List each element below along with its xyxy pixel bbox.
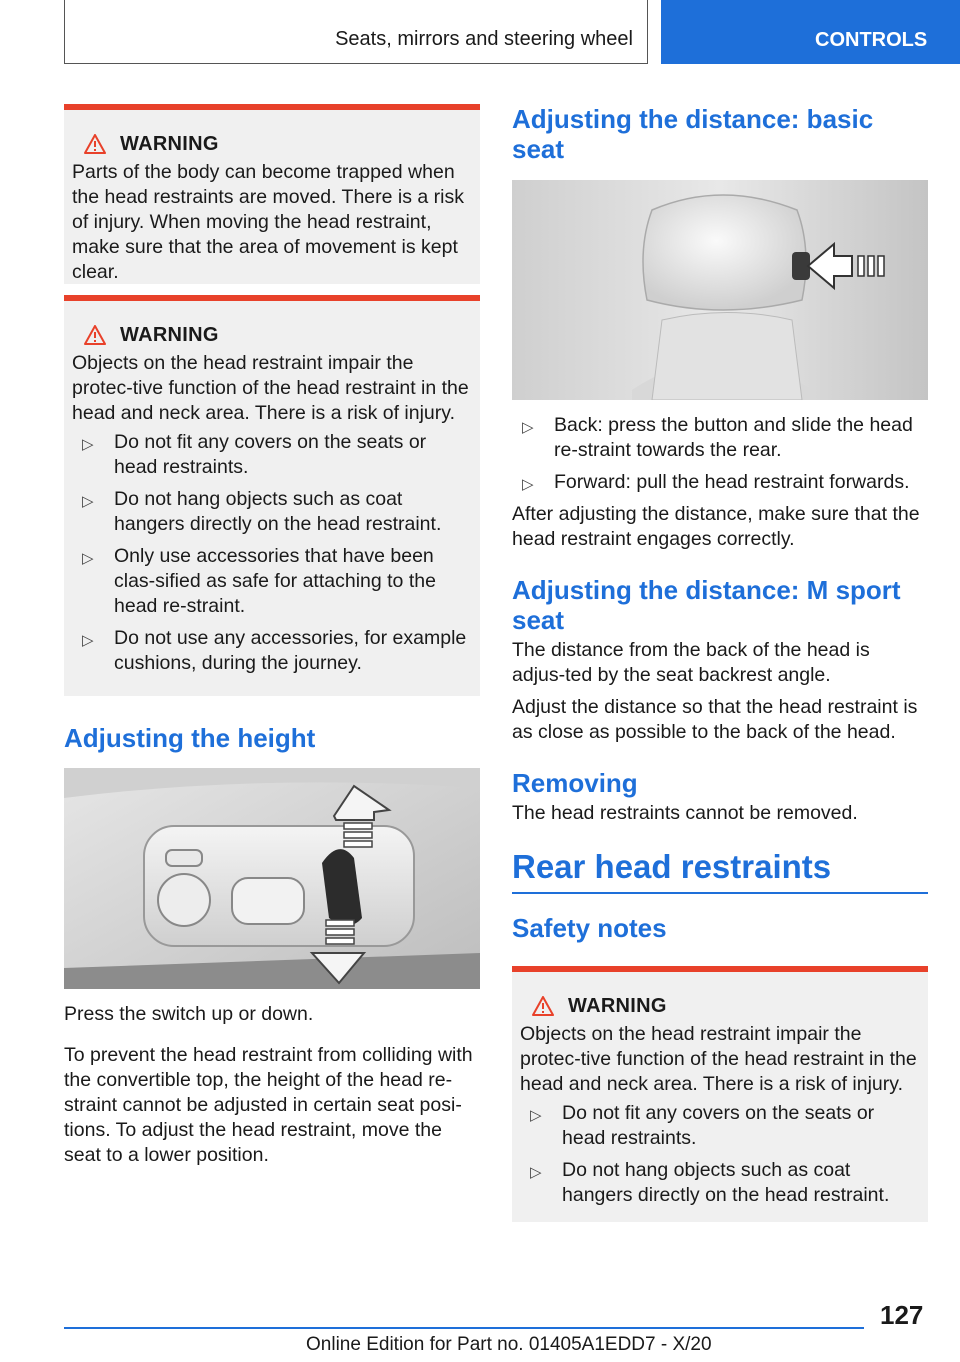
bullet-triangle-icon: ▷ <box>82 550 94 567</box>
list-item: ▷ Do not use any accessories, for example cushions, during the journey. <box>82 627 467 674</box>
warning-text: Objects on the head restraint impair the protec‐tive function of the head restraint in the head and neck area. There is a risk of injury. <box>72 352 469 424</box>
warning-list <box>72 430 472 676</box>
msport-heading: Adjusting the distance: M sport seat <box>512 575 901 635</box>
page-number: 127 <box>880 1300 924 1330</box>
footer-rule <box>64 1327 864 1329</box>
header-section-tab <box>64 0 648 64</box>
safety-notes-heading: Safety notes <box>512 913 667 943</box>
basic-seat-heading: Adjusting the distance: basic seat <box>512 104 874 164</box>
list-item: ▷ Forward: pull the head restraint forwards. <box>512 470 928 495</box>
basic-seat-list <box>512 413 928 495</box>
warning-label: WARNING <box>120 323 219 346</box>
list-item: ▷ Only use accessories that have been clas‐sified as safe for attaching to the head re‐straint. <box>82 545 436 617</box>
msport-paragraph-2: Adjust the distance so that the head restraint is as close as possible to the back of the head. <box>512 696 918 743</box>
head-restraint-illustration <box>512 180 928 400</box>
list-item: ▷ Back: press the button and slide the head re‐straint towards the rear. <box>522 414 913 461</box>
warning-box-2 <box>64 295 480 696</box>
height-paragraph-1: Press the switch up or down. <box>64 1003 314 1025</box>
warning-triangle-icon <box>84 325 106 345</box>
warning-label: WARNING <box>120 132 219 155</box>
header-section-title: Seats, mirrors and steering wheel <box>335 28 633 50</box>
bullet-triangle-icon: ▷ <box>530 1107 542 1124</box>
warning-label: WARNING <box>568 994 667 1017</box>
bullet-triangle-icon: ▷ <box>530 1164 542 1181</box>
bullet-triangle-icon: ▷ <box>82 493 94 510</box>
header-chapter-title: CONTROLS <box>815 29 928 51</box>
bullet-triangle-icon: ▷ <box>522 476 534 493</box>
height-paragraph-2: To prevent the head restraint from colliding with the convertible top, the height of the head re‐straint cannot be adjusted in certain seat posi‐tions. To adjust the head restraint, move the seat to a lower position. <box>64 1044 473 1166</box>
msport-paragraph-1: The distance from the back of the head is adjus‐ted by the seat backrest angle. <box>512 639 870 686</box>
warning-box-3 <box>512 966 928 1222</box>
warning-triangle-icon <box>532 996 554 1016</box>
header-chapter-tab <box>661 0 960 64</box>
removing-heading: Removing <box>512 768 638 798</box>
basic-seat-paragraph: After adjusting the distance, make sure that the head restraint engages correctly. <box>512 503 920 550</box>
list-item: ▷ Do not hang objects such as coat hangers directly on the head restraint. <box>82 488 442 535</box>
seat-switch-illustration <box>64 768 480 989</box>
list-item: ▷ Do not hang objects such as coat hangers directly on the head restraint. <box>530 1159 890 1206</box>
list-item: ▷ Do not fit any covers on the seats or head restraints. <box>530 1102 875 1149</box>
warning-triangle-icon <box>84 134 106 154</box>
removing-paragraph: The head restraints cannot be removed. <box>512 802 858 824</box>
bullet-triangle-icon: ▷ <box>522 419 534 436</box>
list-item: ▷ Do not fit any covers on the seats or head restraints. <box>82 431 427 478</box>
warning-text: Parts of the body can become trapped when the head restraints are moved. There is a risk of injury. When moving the head restraint, make sure that the area of movement is kept clear. <box>72 161 464 283</box>
bullet-triangle-icon: ▷ <box>82 632 94 649</box>
left-column <box>64 104 480 1168</box>
warning-box-1 <box>64 104 480 284</box>
height-heading: Adjusting the height <box>64 723 316 753</box>
bullet-triangle-icon: ▷ <box>82 436 94 453</box>
footer-edition: Online Edition for Part no. 01405A1EDD7 - X/20 <box>306 1334 712 1355</box>
seat-switch-image <box>64 768 480 989</box>
head-restraint-image <box>512 180 928 400</box>
warning-text: Objects on the head restraint impair the protec‐tive function of the head restraint in the head and neck area. There is a risk of injury. <box>520 1023 917 1095</box>
rear-head-restraints-heading: Rear head restraints <box>512 847 928 894</box>
right-column <box>512 104 928 1222</box>
warning-list <box>520 1101 920 1208</box>
